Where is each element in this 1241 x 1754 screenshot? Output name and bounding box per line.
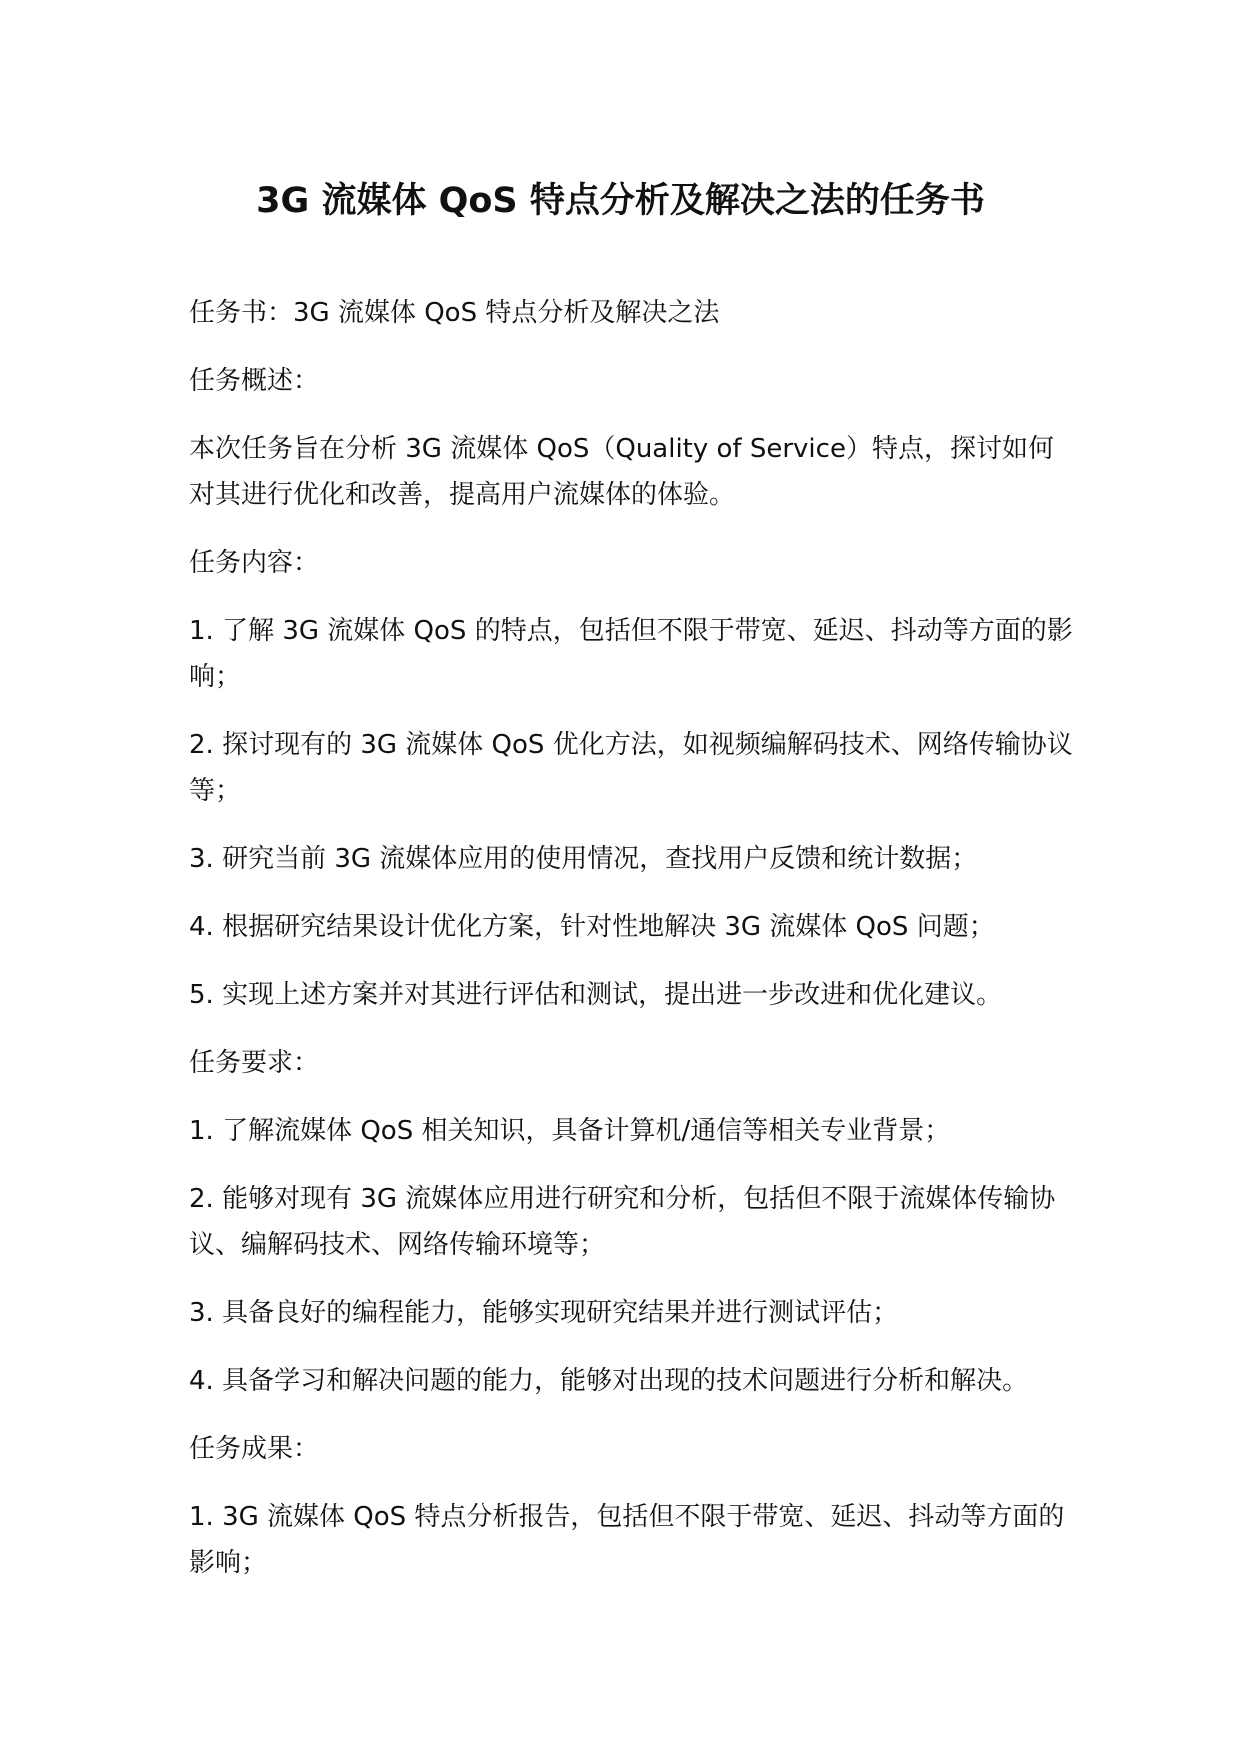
document-title: 3G 流媒体 QoS 特点分析及解决之法的任务书: [256, 181, 985, 221]
heading-task-content: 任务内容：: [189, 548, 320, 578]
list-item-content-4: 4. 根据研究结果设计优化方案，针对性地解决 3G 流媒体 QoS 问题；: [189, 912, 995, 942]
list-item-content-5: 5. 实现上述方案并对其进行评估和测试，提出进一步改进和优化建议。: [189, 980, 1003, 1010]
heading-task-requirements: 任务要求：: [189, 1048, 320, 1078]
document-body: [189, 290, 1074, 1608]
list-item-requirement-4: 4. 具备学习和解决问题的能力，能够对出现的技术问题进行分析和解决。: [189, 1366, 1029, 1396]
list-item-content-2: 2. 探讨现有的 3G 流媒体 QoS 优化方法，如视频编解码技术、网络传输协议等；: [189, 730, 1073, 806]
paragraph-overview: 本次任务旨在分析 3G 流媒体 QoS（Quality of Service）特点，探讨如何对其进行优化和改善，提高用户流媒体的体验。: [189, 434, 1054, 510]
list-item-requirement-2: 2. 能够对现有 3G 流媒体应用进行研究和分析，包括但不限于流媒体传输协议、编解码技术、网络传输环境等；: [189, 1184, 1056, 1260]
heading-task-overview: 任务概述：: [189, 366, 320, 396]
paragraph-task-book: 任务书：3G 流媒体 QoS 特点分析及解决之法: [189, 298, 720, 328]
list-item-content-3: 3. 研究当前 3G 流媒体应用的使用情况，查找用户反馈和统计数据；: [189, 844, 978, 874]
list-item-content-1: 1. 了解 3G 流媒体 QoS 的特点，包括但不限于带宽、延迟、抖动等方面的影响；: [189, 616, 1073, 692]
list-item-requirement-1: 1. 了解流媒体 QoS 相关知识，具备计算机/通信等相关专业背景；: [189, 1116, 951, 1146]
list-item-requirement-3: 3. 具备良好的编程能力，能够实现研究结果并进行测试评估；: [189, 1298, 899, 1328]
heading-task-results: 任务成果：: [189, 1434, 320, 1464]
list-item-result-1: 1. 3G 流媒体 QoS 特点分析报告，包括但不限于带宽、延迟、抖动等方面的影响；: [189, 1502, 1065, 1578]
